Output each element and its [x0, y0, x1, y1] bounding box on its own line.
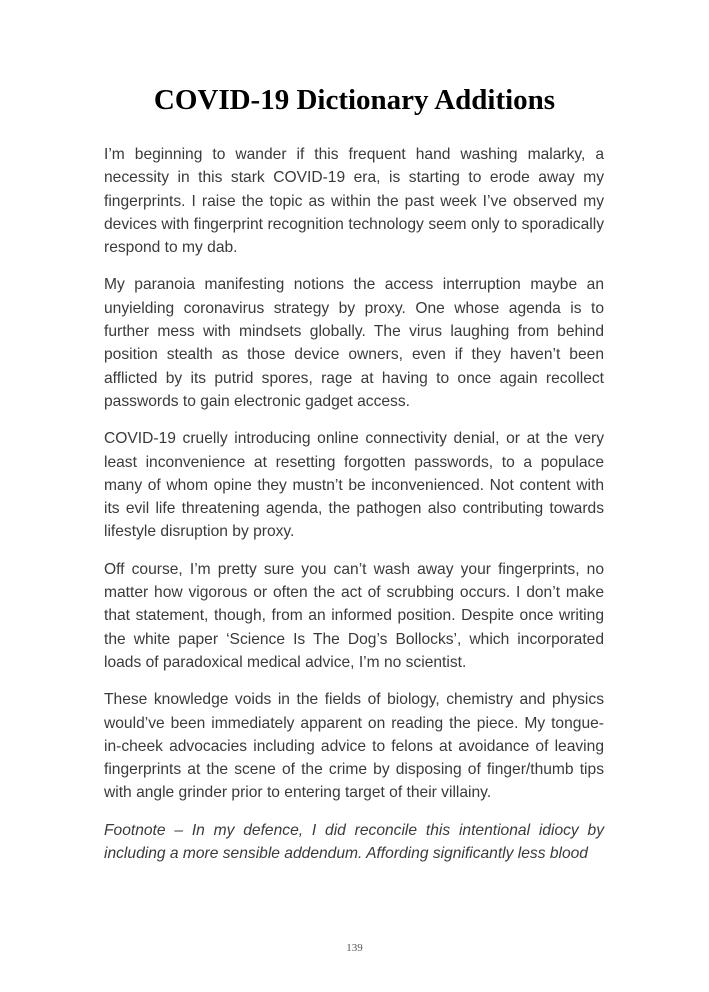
paragraph-4: Off course, I’m pretty sure you can’t wash away your fingerprints, no matter how vigorous or often the act of scrubbing occurs. I don’t make that statement, though, from an informed position. Despite once writing the white paper ‘Science Is The Dog’s Bollocks’, which incorporated loads of paradoxical medical advice, I’m no scientist.	[104, 560, 604, 671]
paragraph-2: My paranoia manifesting notions the access interruption maybe an unyielding coronavirus strategy by proxy. One whose agenda is to further mess with mindsets globally. The virus laughing from behind position stealth as those device owners, even if they haven’t been afflicted by its putrid spores, rage at having to once again recollect passwords to gain electronic gadget access.	[104, 276, 604, 410]
body-text	[104, 143, 604, 865]
paragraph-3: COVID-19 cruelly introducing online connectivity denial, or at the very least inconvenience at resetting forgotten passwords, to a populace many of whom opine they mustn’t be inconvenienced. Not content with its evil life threatening agenda, the pathogen also contributing towards lifestyle disruption by proxy.	[104, 430, 604, 541]
paragraph-1: I’m beginning to wander if this frequent hand washing malarky, a necessity in this stark COVID-19 era, is starting to erode away my fingerprints. I raise the topic as within the past week I’ve observed my devices with fingerprint recognition technology seem only to sporadically respond to my dab.	[104, 146, 604, 257]
paragraph-5: These knowledge voids in the fields of biology, chemistry and physics would’ve been immediately apparent on reading the piece. My tongue-in-cheek advocacies including advice to felons at avoidance of leaving fingerprints at the scene of the crime by disposing of finger/thumb tips with angle grinder prior to entering target of their villainy.	[104, 691, 604, 802]
footnote-paragraph: Footnote – In my defence, I did reconcile this intentional idiocy by including a more sensible addendum. Affording significantly less blood	[104, 821, 604, 863]
page-number: 139	[346, 942, 363, 954]
page-title: COVID-19 Dictionary Additions	[153, 84, 556, 116]
